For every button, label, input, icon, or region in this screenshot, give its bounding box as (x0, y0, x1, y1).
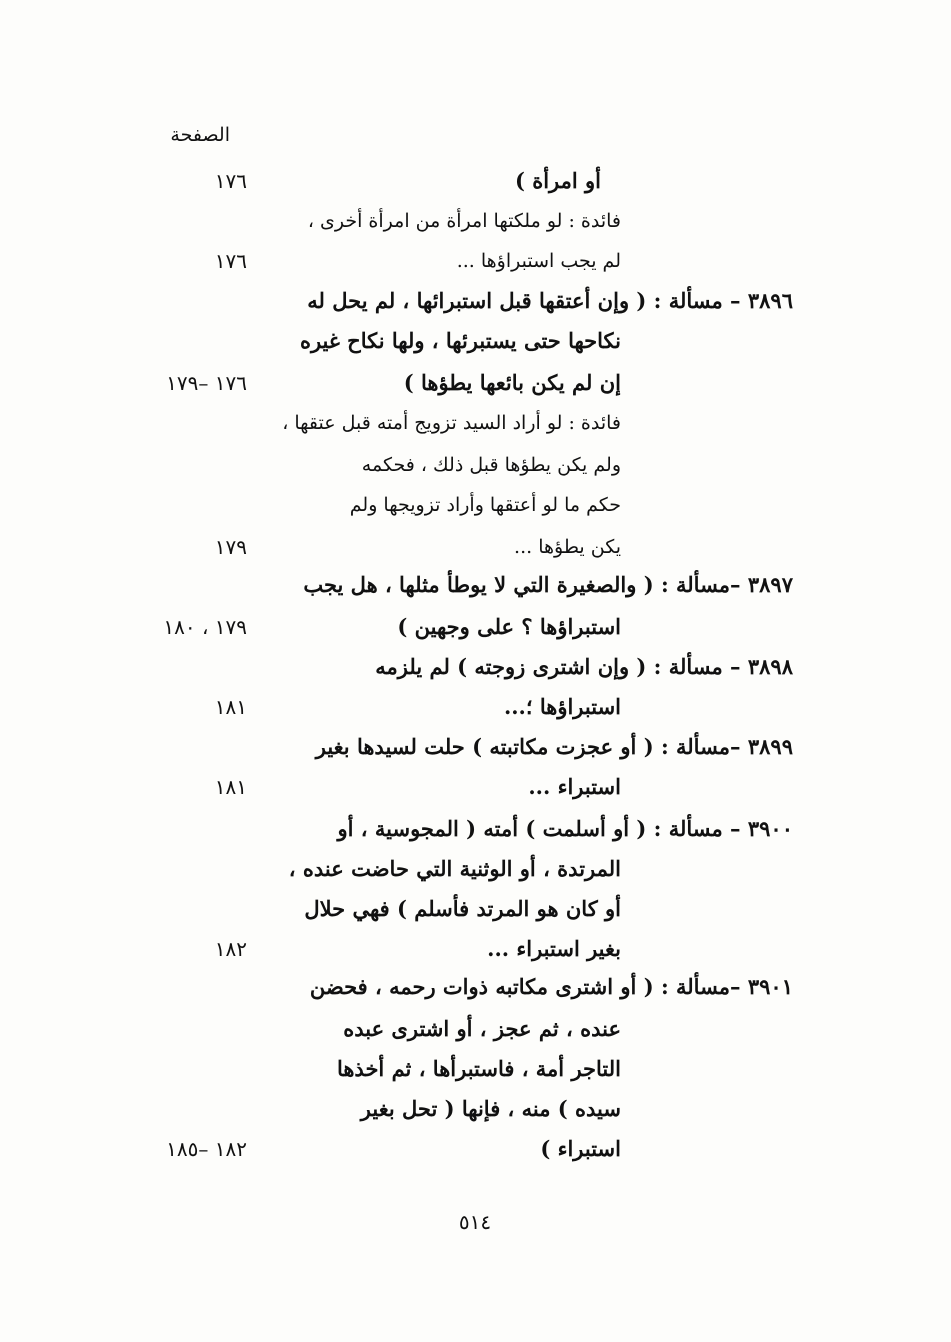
entry-text: المرتدة ، أو الوثنية التي حاضت عنده ، (288, 856, 621, 881)
entry-text: ٣٨٩٧ –مسألة : ( والصغيرة التي لا يوطأ مثلها ، هل يجب (303, 572, 793, 597)
entry-page: ١٨٢ –١٨٥ (166, 1137, 247, 1161)
entry-text: فائدة : لو ملكتها امرأة من امرأة أخرى ، (307, 210, 621, 232)
entry-page: ١٧٦ (214, 169, 247, 193)
index-row (0, 200, 951, 242)
entry-page: ١٨١ (214, 775, 247, 799)
index-row (0, 606, 951, 648)
index-row (0, 766, 951, 808)
index-row (0, 1088, 951, 1130)
index-row (0, 240, 951, 282)
entry-text: يكن يطؤها ... (514, 536, 621, 558)
index-row (0, 928, 951, 970)
index-row (0, 966, 951, 1008)
entry-text: ولم يكن يطؤها قبل ذلك ، فحكمه (361, 454, 621, 476)
index-row (0, 402, 951, 444)
entry-text: استبراء ... (528, 774, 621, 799)
index-row (0, 444, 951, 486)
entry-text: التاجر أمة ، فاستبرأها ، ثم أخذها (336, 1056, 621, 1081)
index-row (0, 1128, 951, 1170)
index-row (0, 160, 951, 202)
index-row (0, 848, 951, 890)
page-number: ٥١٤ (458, 1210, 492, 1234)
index-row (0, 320, 951, 362)
entry-text: عنده ، ثم عجز ، أو اشترى عبده (343, 1016, 621, 1041)
index-row (0, 808, 951, 850)
index-row (0, 726, 951, 768)
entry-text: نكاحها حتى يستبرئها ، ولها نكاح غيره (299, 328, 621, 353)
entry-text: أو كان هو المرتد فأسلم ) فهي حلال (304, 896, 621, 921)
index-row (0, 686, 951, 728)
entry-text: ٣٨٩٩ –مسألة : ( أو عجزت مكاتبته ) حلت لسيدها بغير (315, 734, 793, 759)
page-column-label: الصفحة (170, 124, 230, 146)
entry-text: حكم ما لو أعتقها وأراد تزويجها ولم (349, 494, 621, 516)
entry-text: استبراء ) (540, 1136, 621, 1161)
index-row (0, 1008, 951, 1050)
entry-text: بغير استبراء ... (487, 936, 621, 961)
entry-text: ٣٨٩٦ – مسألة : ( وإن أعتقها قبل استبرائها ، لم يحل له (307, 288, 793, 313)
index-row (0, 484, 951, 526)
index-row (0, 362, 951, 404)
entry-text: استبراؤها ؟ على وجهين ) (397, 614, 621, 639)
entry-text: إن لم يكن بائعها يطؤها ) (403, 370, 621, 395)
entry-page: ١٧٩ ، ١٨٠ (163, 615, 247, 639)
entry-text: سيده ) منه ، فإنها ( تحل بغير (360, 1096, 621, 1121)
entry-text: استبراؤها ؛... (503, 694, 621, 719)
index-row (0, 888, 951, 930)
entry-text: فائدة : لو أراد السيد تزويج أمته قبل عتقها ، (282, 412, 621, 434)
index-row (0, 646, 951, 688)
entry-text: ٣٩٠٠ – مسألة : ( أو أسلمت ) أمته ( المجوسية ، أو (337, 816, 793, 841)
entry-page: ١٧٦ –١٧٩ (166, 371, 247, 395)
entry-page: ١٨٢ (214, 937, 247, 961)
entry-text: ٣٨٩٨ – مسألة : ( وإن اشترى زوجته ) لم يلزمه (375, 654, 793, 679)
entry-page: ١٧٦ (214, 249, 247, 273)
entry-text: ٣٩٠١ –مسألة : ( أو اشترى مكاتبه ذوات رحمه ، فحضن (309, 974, 793, 999)
entry-page: ١٧٩ (214, 535, 247, 559)
index-row (0, 280, 951, 322)
index-row (0, 564, 951, 606)
entry-text: لم يجب استبراؤها ... (456, 250, 621, 272)
entry-page: ١٨١ (214, 695, 247, 719)
index-row (0, 526, 951, 568)
index-row (0, 1048, 951, 1090)
entry-text: أو امرأة ) (514, 168, 601, 193)
